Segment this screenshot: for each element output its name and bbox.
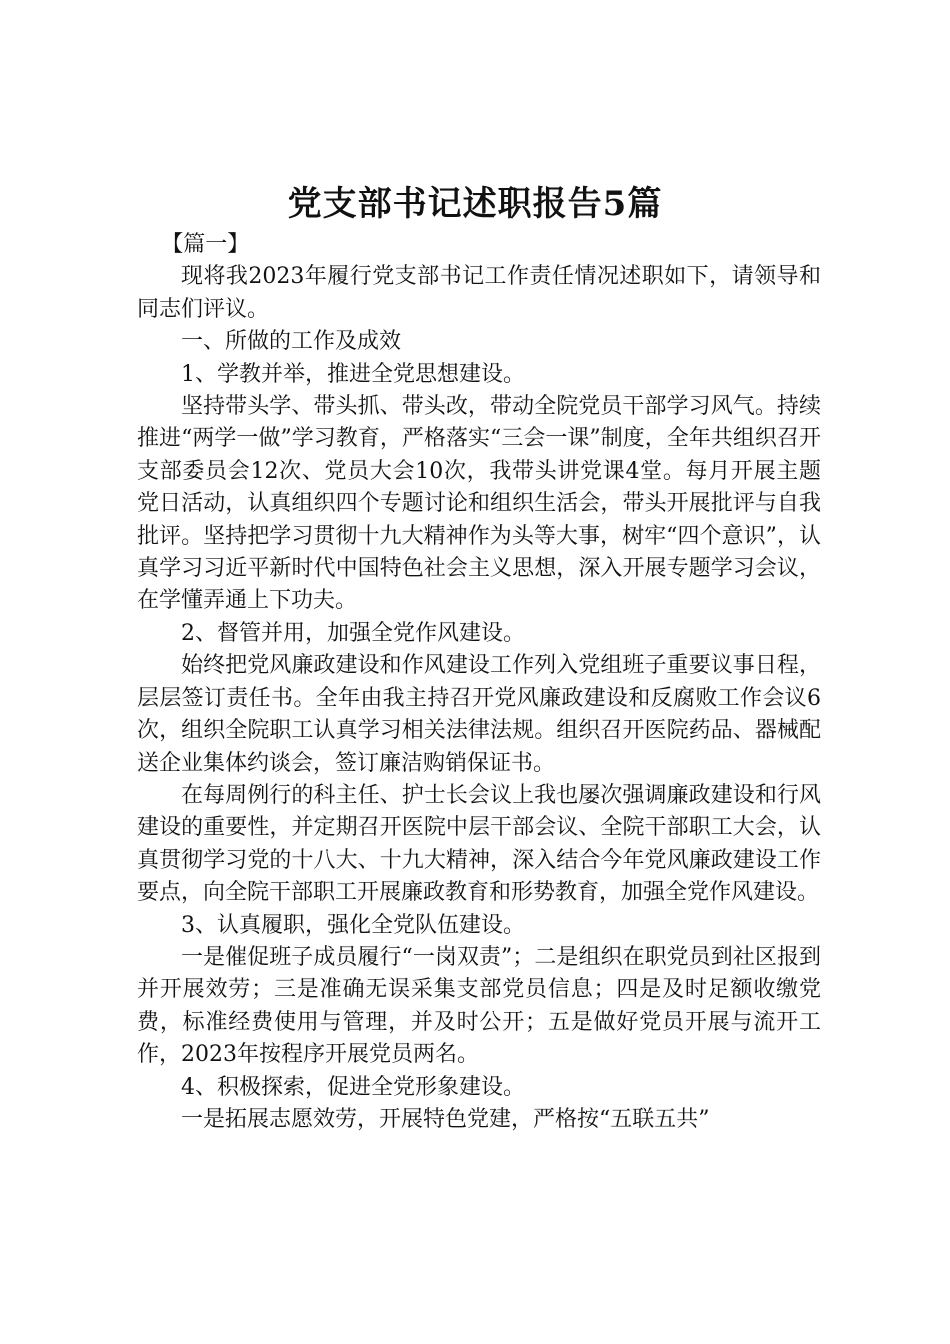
paragraph-work-style: 始终把党风廉政建设和作风建设工作列入党组班子重要议事日程，层层签订责任书。全年由我主持召开党风廉政建设和反腐败工作会议6次，组织全院职工认真学习相关法律法规。组织召开医院药品、器械配送企业集体约谈会，签订廉洁购销保证书。 [137, 653, 821, 776]
paragraph-weekly-meetings: 在每周例行的科主任、护士长会议上我也屡次强调廉政建设和行风建设的重要性，并定期召开医院中层干部会议、全院干部职工大会，认真贯彻学习党的十八大、十九大精神，深入结合今年党风廉政建设工作要点，向全院干部职工开展廉政教育和形势教育，加强全党作风建设。 [137, 782, 821, 906]
paragraph-image-building: 一是拓展志愿效劳，开展特色党建，严格按“五联五共” [181, 1106, 710, 1132]
section-heading-part-one: 【篇一】 [161, 232, 250, 257]
subheading-image-building: 4、积极探索，促进全党形象建设。 [181, 1074, 525, 1100]
subheading-ideology: 1、学教并举，推进全党思想建设。 [181, 361, 525, 387]
document-title: 党支部书记述职报告5篇 [287, 184, 663, 224]
subheading-work-style: 2、督管并用，加强全党作风建设。 [181, 620, 525, 646]
paragraph-intro: 现将我2023年履行党支部书记工作责任情况述职如下，请领导和同志们评议。 [137, 264, 821, 322]
paragraph-ideology: 坚持带头学、带头抓、带头改，带动全院党员干部学习风气。持续推进“两学一做”学习教育，严格落实“三会一课”制度，全年共组织召开支部委员会12次、党员大会10次，我带头讲党课4堂。每月开展主题党日活动，认真组织四个专题讨论和组织生活会，带头开展批评与自我批评。坚持把学习贯彻十九大精神作为头等大事，树牢“四个意识”，认真学习习近平新时代中国特色社会主义思想，深入开展专题学习会议，在学懂弄通上下功夫。 [137, 394, 821, 614]
paragraph-team-building: 一是催促班子成员履行“一岗双责”；二是组织在职党员到社区报到并开展效劳；三是准确无误采集支部党员信息；四是及时足额收缴党费，标准经费使用与管理，并及时公开；五是做好党员开展与流开工作，2023年按程序开展党员两名。 [137, 944, 821, 1068]
document-body [137, 229, 821, 1136]
subheading-team-building: 3、认真履职，强化全党队伍建设。 [181, 912, 525, 938]
section-heading-work-results: 一、所做的工作及成效 [181, 329, 402, 355]
